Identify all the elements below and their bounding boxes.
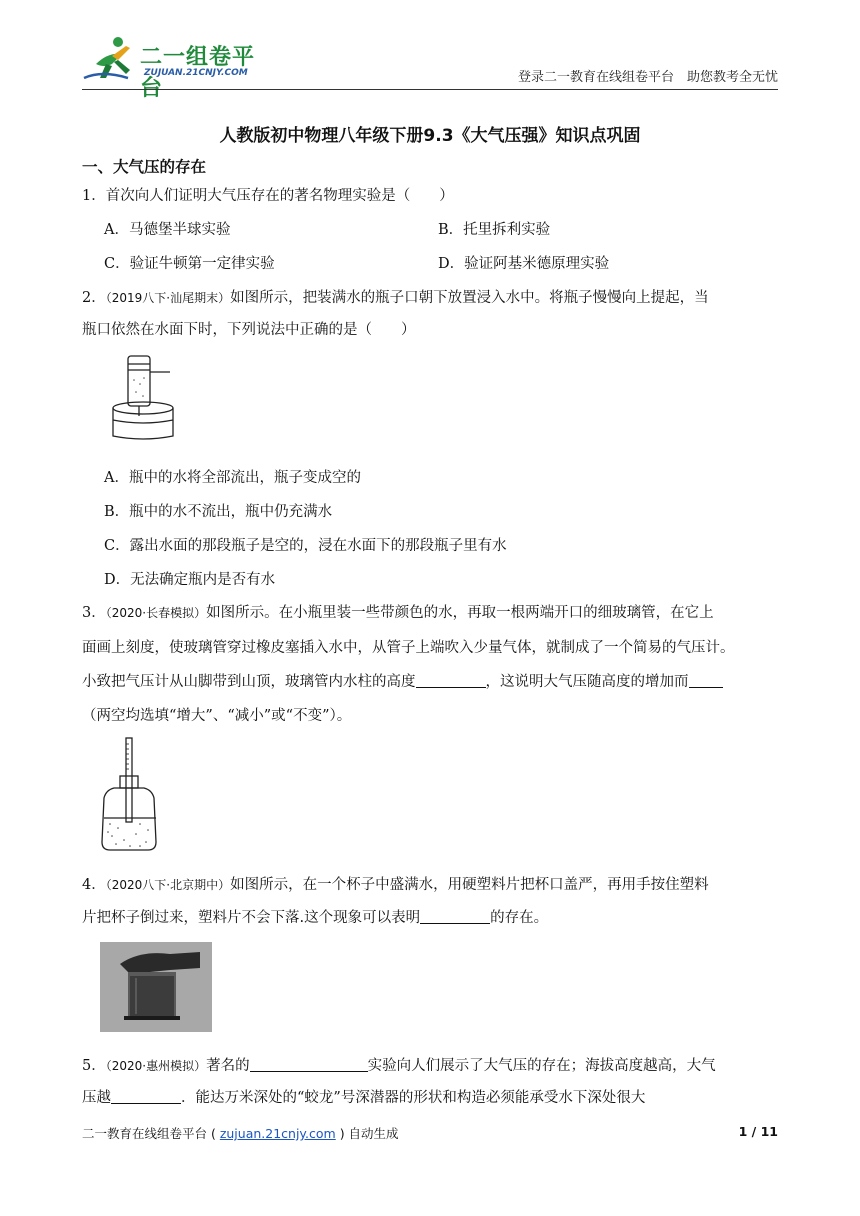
question-4-number: 4． (82, 877, 106, 893)
answer-blank[interactable] (416, 673, 486, 688)
logo-subtext: ZUJUAN.21CNJY.COM (144, 68, 248, 78)
question-2-option-c: C．露出水面的那段瓶子是空的，浸在水面下的那段瓶子里有水 (104, 538, 507, 554)
answer-blank[interactable] (111, 1089, 181, 1104)
question-2-source: （2019八下·汕尾期末） (105, 291, 231, 305)
question-1-option-b: B．托里拆利实验 (438, 222, 551, 238)
question-5-source: （2020·惠州模拟） (105, 1059, 207, 1073)
question-2-stem-line2: 瓶口依然在水面下时，下列说法中正确的是（ ） (82, 322, 416, 338)
inverted-cup-photo (100, 942, 212, 1032)
question-3-text-part2: ，这说明大气压随高度的增加而 (485, 674, 689, 690)
question-2-stem-line1 (82, 286, 709, 307)
question-1-option-c: C．验证牛顿第一定律实验 (104, 256, 275, 272)
site-logo[interactable] (82, 34, 272, 101)
question-5-text-part3: 压越 (82, 1090, 111, 1106)
question-1-option-a: A．马德堡半球实验 (104, 222, 231, 238)
question-4-text-part1: 片把杯子倒过来，塑料片不会下落.这个现象可以表明 (82, 910, 421, 926)
question-5-text-part2: 实验向人们展示了大气压的存在；海拔高度越高，大气 (367, 1058, 716, 1074)
footer-prefix: 二一教育在线组卷平台 ( (82, 1126, 220, 1141)
page-footer (82, 1124, 399, 1142)
question-4-stem-line1 (82, 873, 709, 894)
question-3-stem-line1 (82, 601, 714, 622)
answer-blank[interactable] (250, 1057, 368, 1072)
question-2-option-b: B．瓶中的水不流出，瓶中仍充满水 (104, 504, 333, 520)
header-slogan-link[interactable]: 登录二一教育在线组卷平台 助您教考全无忧 (517, 70, 778, 85)
question-4-text-part2: 的存在。 (490, 910, 549, 926)
page-header (82, 30, 778, 101)
question-2-number: 2． (82, 290, 106, 306)
runner-logo-icon (82, 34, 142, 84)
question-3-stem-line4: （两空均选填“增大”、“减小”或“不变”）。 (82, 708, 352, 724)
question-2-option-a: A．瓶中的水将全部流出，瓶子变成空的 (104, 470, 361, 486)
bottle-in-water-figure (108, 350, 178, 444)
question-3-stem-line3 (82, 670, 723, 691)
question-2-stem-text: 如图所示，把装满水的瓶子口朝下放置浸入水中。将瓶子慢慢向上提起，当 (230, 290, 709, 306)
page-number: 1 / 11 (738, 1124, 778, 1139)
question-5-text-part4: ．能达万米深处的“蛟龙”号深潜器的形状和构造必须能承受水下深处很大 (181, 1090, 646, 1106)
answer-blank[interactable] (420, 909, 490, 924)
question-4-source: （2020八下·北京期中） (105, 878, 231, 892)
question-3-number: 3． (82, 605, 106, 621)
footer-site-link[interactable]: zujuan.21cnjy.com (219, 1126, 336, 1141)
question-4-stem-text: 如图所示，在一个杯子中盛满水，用硬塑料片把杯口盖严，再用手按住塑料 (230, 877, 709, 893)
question-5-text-part1: 著名的 (206, 1058, 250, 1074)
question-2-option-d: D．无法确定瓶内是否有水 (104, 572, 276, 588)
question-1-option-d: D．验证阿基米德原理实验 (438, 256, 610, 272)
footer-suffix: ) 自动生成 (335, 1126, 399, 1141)
answer-blank[interactable] (689, 673, 723, 688)
question-4-stem-line2 (82, 906, 548, 927)
question-5-stem-line1 (82, 1054, 716, 1075)
question-1-stem: 1．首次向人们证明大气压存在的著名物理实验是（ ） (82, 188, 454, 204)
section-heading: 一、大气压的存在 (82, 158, 207, 176)
question-3-source: （2020·长春模拟） (105, 606, 207, 620)
question-5-number: 5． (82, 1058, 106, 1074)
logo-text: 二一组卷平台 (140, 45, 256, 101)
question-5-stem-line2 (82, 1086, 645, 1107)
document-title: 人教版初中物理八年级下册9.3《大气压强》知识点巩固 (219, 126, 641, 146)
question-3-stem-line2: 面画上刻度，使玻璃管穿过橡皮塞插入水中，从管子上端吹入少量气体，就制成了一个简易的气压计。 (82, 640, 735, 656)
header-divider (82, 89, 778, 90)
question-3-text-part1: 小致把气压计从山脚带到山顶，玻璃管内水柱的高度 (82, 674, 416, 690)
barometer-bottle-figure (100, 736, 166, 854)
question-3-stem-text: 如图所示。在小瓶里装一些带颜色的水，再取一根两端开口的细玻璃管，在它上 (206, 605, 714, 621)
